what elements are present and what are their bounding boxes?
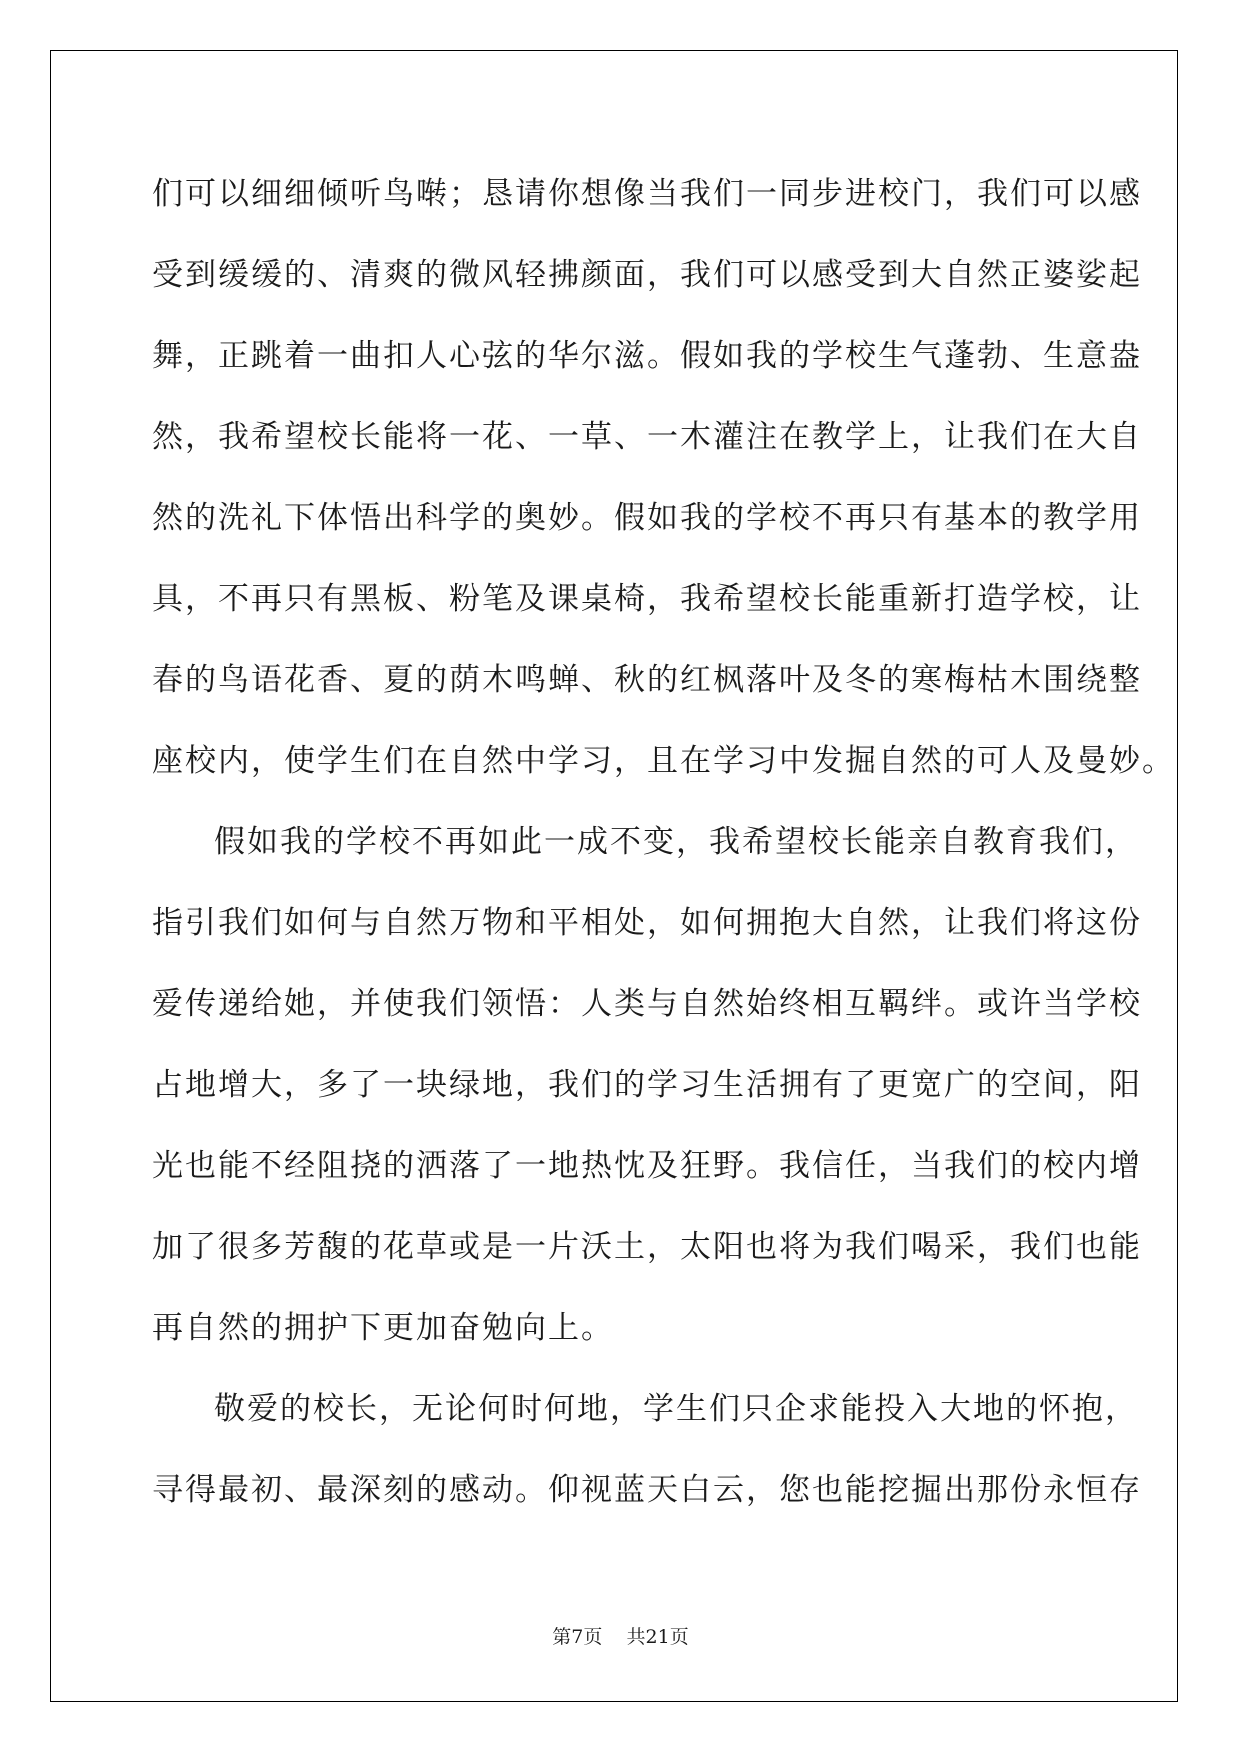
text-line: 然的洗礼下体悟出科学的奥妙。假如我的学校不再只有基本的教学用 (152, 500, 1142, 536)
text-line: 占地增大，多了一块绿地，我们的学习生活拥有了更宽广的空间，阳 (152, 1067, 1142, 1103)
text-line: 舞，正跳着一曲扣人心弦的华尔滋。假如我的学校生气蓬勃、生意盎 (152, 338, 1142, 374)
text-line: 寻得最初、最深刻的感动。仰视蓝天白云，您也能挖掘出那份永恒存 (152, 1472, 1142, 1508)
paragraph-1 (152, 154, 1175, 802)
page-number: 第7页 (552, 1626, 603, 1648)
document-body (152, 154, 1175, 1531)
text-line: 光也能不经阻挠的洒落了一地热忱及狂野。我信任，当我们的校内增 (152, 1148, 1142, 1184)
text-line: 假如我的学校不再如此一成不变，我希望校长能亲自教育我们， (214, 824, 1138, 860)
text-line: 春的鸟语花香、夏的荫木鸣蝉、秋的红枫落叶及冬的寒梅枯木围绕整 (152, 662, 1142, 698)
text-line: 座校内，使学生们在自然中学习，且在学习中发掘自然的可人及曼妙。 (152, 743, 1175, 779)
text-line: 加了很多芳馥的花草或是一片沃土，太阳也将为我们喝采，我们也能 (152, 1229, 1142, 1265)
text-line: 再自然的拥护下更加奋勉向上。 (152, 1310, 614, 1346)
text-line: 爱传递给她，并使我们领悟：人类与自然始终相互羁绊。或许当学校 (152, 986, 1142, 1022)
page-footer (0, 1622, 1241, 1649)
text-line: 敬爱的校长，无论何时何地，学生们只企求能投入大地的怀抱， (214, 1391, 1138, 1427)
text-line: 受到缓缓的、清爽的微风轻拂颜面，我们可以感受到大自然正婆娑起 (152, 257, 1142, 293)
text-line: 具，不再只有黑板、粉笔及课桌椅，我希望校长能重新打造学校，让 (152, 581, 1142, 617)
page-total: 共21页 (626, 1626, 689, 1648)
text-line: 指引我们如何与自然万物和平相处，如何拥抱大自然，让我们将这份 (152, 905, 1142, 941)
paragraph-2 (152, 802, 1142, 1369)
text-line: 们可以细细倾听鸟啭；恳请你想像当我们一同步进校门，我们可以感 (152, 176, 1142, 212)
text-line: 然，我希望校长能将一花、一草、一木灌注在教学上，让我们在大自 (152, 419, 1142, 455)
paragraph-3 (152, 1369, 1142, 1531)
